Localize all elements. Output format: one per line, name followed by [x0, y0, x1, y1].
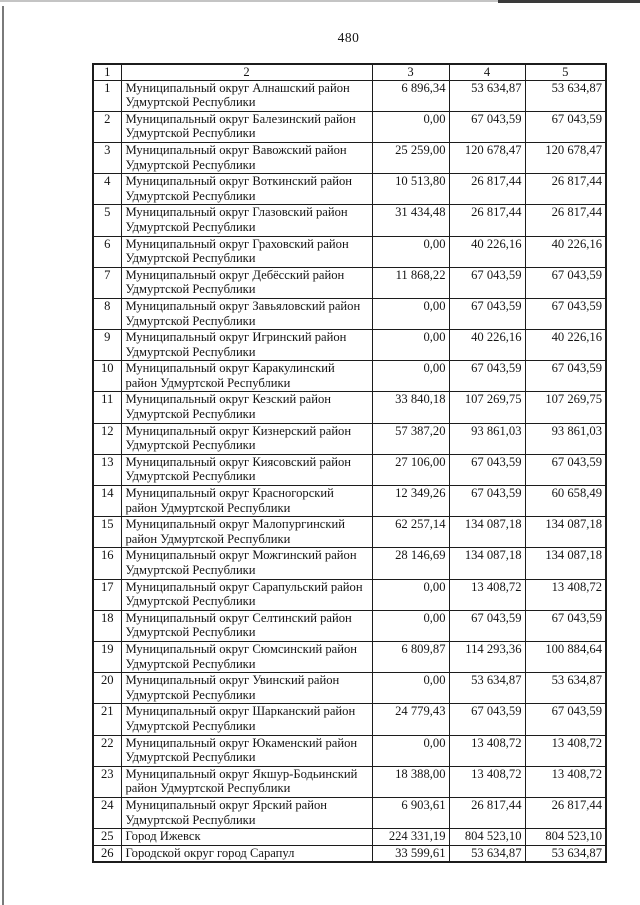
table-row [93, 829, 606, 846]
row-number-cell: 3 [93, 142, 121, 173]
municipality-name-cell: Муниципальный округ Вавожский район Удмуртской Республики [121, 142, 372, 173]
value-col3-cell: 62 257,14 [372, 517, 449, 548]
value-col4-cell: 67 043,59 [449, 486, 525, 517]
value-col3-cell: 27 106,00 [372, 454, 449, 485]
table-row [93, 236, 606, 267]
value-col5-cell: 93 861,03 [525, 423, 606, 454]
value-col3-cell: 224 331,19 [372, 829, 449, 846]
value-col4-cell: 13 408,72 [449, 735, 525, 766]
municipal-allocations-table [92, 63, 607, 863]
municipality-name-cell: Муниципальный округ Алнашский район Удмуртской Республики [121, 80, 372, 111]
table-row [93, 423, 606, 454]
value-col4-cell: 67 043,59 [449, 454, 525, 485]
table-row [93, 766, 606, 797]
value-col4-cell: 67 043,59 [449, 111, 525, 142]
row-number-cell: 1 [93, 80, 121, 111]
municipality-name-cell: Муниципальный округ Завьяловский район Удмуртской Республики [121, 298, 372, 329]
value-col3-cell: 33 599,61 [372, 845, 449, 862]
value-col3-cell: 24 779,43 [372, 704, 449, 735]
value-col3-cell: 0,00 [372, 298, 449, 329]
value-col5-cell: 40 226,16 [525, 236, 606, 267]
column-header-1: 1 [93, 64, 121, 80]
table-header-row [93, 64, 606, 80]
row-number-cell: 22 [93, 735, 121, 766]
column-header-3: 3 [372, 64, 449, 80]
municipality-name-cell: Муниципальный округ Каракулинский район Удмуртской Республики [121, 361, 372, 392]
table-row [93, 298, 606, 329]
table-row [93, 205, 606, 236]
value-col5-cell: 26 817,44 [525, 797, 606, 828]
municipality-name-cell: Муниципальный округ Малопургинский район Удмуртской Республики [121, 517, 372, 548]
value-col4-cell: 67 043,59 [449, 610, 525, 641]
value-col3-cell: 11 868,22 [372, 267, 449, 298]
row-number-cell: 20 [93, 673, 121, 704]
value-col3-cell: 0,00 [372, 673, 449, 704]
value-col5-cell: 53 634,87 [525, 80, 606, 111]
row-number-cell: 26 [93, 845, 121, 862]
row-number-cell: 24 [93, 797, 121, 828]
value-col3-cell: 18 388,00 [372, 766, 449, 797]
municipality-name-cell: Муниципальный округ Красногорский район Удмуртской Республики [121, 486, 372, 517]
value-col3-cell: 31 434,48 [372, 205, 449, 236]
municipality-name-cell: Муниципальный округ Увинский район Удмуртской Республики [121, 673, 372, 704]
table-row [93, 361, 606, 392]
row-number-cell: 8 [93, 298, 121, 329]
municipality-name-cell: Муниципальный округ Кезский район Удмуртской Республики [121, 392, 372, 423]
row-number-cell: 12 [93, 423, 121, 454]
municipality-name-cell: Муниципальный округ Шарканский район Удмуртской Республики [121, 704, 372, 735]
value-col5-cell: 26 817,44 [525, 205, 606, 236]
value-col4-cell: 53 634,87 [449, 673, 525, 704]
column-header-2: 2 [121, 64, 372, 80]
municipality-name-cell: Муниципальный округ Дебёсский район Удмуртской Республики [121, 267, 372, 298]
scan-edge-top-right [498, 0, 640, 3]
value-col4-cell: 93 861,03 [449, 423, 525, 454]
value-col5-cell: 67 043,59 [525, 111, 606, 142]
row-number-cell: 16 [93, 548, 121, 579]
value-col4-cell: 26 817,44 [449, 205, 525, 236]
municipality-name-cell: Муниципальный округ Кизнерский район Удмуртской Республики [121, 423, 372, 454]
value-col3-cell: 57 387,20 [372, 423, 449, 454]
value-col3-cell: 0,00 [372, 579, 449, 610]
row-number-cell: 4 [93, 174, 121, 205]
row-number-cell: 7 [93, 267, 121, 298]
table-row [93, 673, 606, 704]
table-row [93, 797, 606, 828]
value-col4-cell: 53 634,87 [449, 80, 525, 111]
municipality-name-cell: Муниципальный округ Ярский район Удмуртской Республики [121, 797, 372, 828]
value-col3-cell: 0,00 [372, 111, 449, 142]
municipality-name-cell: Муниципальный округ Сарапульский район Удмуртской Республики [121, 579, 372, 610]
value-col5-cell: 67 043,59 [525, 361, 606, 392]
value-col5-cell: 13 408,72 [525, 766, 606, 797]
value-col4-cell: 67 043,59 [449, 267, 525, 298]
table-row [93, 80, 606, 111]
value-col5-cell: 107 269,75 [525, 392, 606, 423]
value-col3-cell: 6 896,34 [372, 80, 449, 111]
value-col4-cell: 114 293,36 [449, 641, 525, 672]
value-col5-cell: 26 817,44 [525, 174, 606, 205]
value-col4-cell: 40 226,16 [449, 330, 525, 361]
value-col4-cell: 13 408,72 [449, 766, 525, 797]
value-col4-cell: 134 087,18 [449, 548, 525, 579]
value-col5-cell: 100 884,64 [525, 641, 606, 672]
table-row [93, 641, 606, 672]
municipality-name-cell: Муниципальный округ Балезинский район Удмуртской Республики [121, 111, 372, 142]
municipality-name-cell: Муниципальный округ Игринский район Удмуртской Республики [121, 330, 372, 361]
table-row [93, 579, 606, 610]
value-col4-cell: 40 226,16 [449, 236, 525, 267]
value-col3-cell: 6 903,61 [372, 797, 449, 828]
value-col4-cell: 67 043,59 [449, 704, 525, 735]
row-number-cell: 10 [93, 361, 121, 392]
value-col5-cell: 67 043,59 [525, 704, 606, 735]
value-col5-cell: 13 408,72 [525, 579, 606, 610]
municipality-name-cell: Муниципальный округ Воткинский район Удмуртской Республики [121, 174, 372, 205]
municipality-name-cell: Муниципальный округ Киясовский район Удмуртской Республики [121, 454, 372, 485]
value-col4-cell: 13 408,72 [449, 579, 525, 610]
table-row [93, 704, 606, 735]
row-number-cell: 6 [93, 236, 121, 267]
row-number-cell: 19 [93, 641, 121, 672]
value-col5-cell: 67 043,59 [525, 454, 606, 485]
value-col5-cell: 134 087,18 [525, 548, 606, 579]
table-row [93, 517, 606, 548]
table-row [93, 454, 606, 485]
table-row [93, 267, 606, 298]
value-col5-cell: 67 043,59 [525, 610, 606, 641]
row-number-cell: 11 [93, 392, 121, 423]
column-header-4: 4 [449, 64, 525, 80]
municipality-name-cell: Городской округ город Сарапул [121, 845, 372, 862]
table-row [93, 174, 606, 205]
row-number-cell: 14 [93, 486, 121, 517]
table-row [93, 392, 606, 423]
value-col3-cell: 0,00 [372, 610, 449, 641]
row-number-cell: 9 [93, 330, 121, 361]
row-number-cell: 18 [93, 610, 121, 641]
table-row [93, 486, 606, 517]
value-col4-cell: 804 523,10 [449, 829, 525, 846]
value-col3-cell: 25 259,00 [372, 142, 449, 173]
row-number-cell: 23 [93, 766, 121, 797]
value-col5-cell: 40 226,16 [525, 330, 606, 361]
value-col3-cell: 12 349,26 [372, 486, 449, 517]
value-col5-cell: 60 658,49 [525, 486, 606, 517]
row-number-cell: 2 [93, 111, 121, 142]
row-number-cell: 13 [93, 454, 121, 485]
table-row [93, 735, 606, 766]
table-row [93, 610, 606, 641]
municipality-name-cell: Город Ижевск [121, 829, 372, 846]
value-col5-cell: 67 043,59 [525, 267, 606, 298]
table-row [93, 548, 606, 579]
value-col5-cell: 67 043,59 [525, 298, 606, 329]
value-col3-cell: 0,00 [372, 361, 449, 392]
row-number-cell: 25 [93, 829, 121, 846]
page-number: 480 [337, 30, 360, 45]
table-row [93, 111, 606, 142]
table-body [93, 80, 606, 862]
value-col4-cell: 67 043,59 [449, 361, 525, 392]
value-col5-cell: 804 523,10 [525, 829, 606, 846]
column-header-5: 5 [525, 64, 606, 80]
table-row [93, 142, 606, 173]
value-col4-cell: 26 817,44 [449, 797, 525, 828]
value-col5-cell: 53 634,87 [525, 845, 606, 862]
value-col3-cell: 28 146,69 [372, 548, 449, 579]
municipality-name-cell: Муниципальный округ Глазовский район Удмуртской Республики [121, 205, 372, 236]
value-col3-cell: 0,00 [372, 735, 449, 766]
value-col3-cell: 6 809,87 [372, 641, 449, 672]
row-number-cell: 21 [93, 704, 121, 735]
value-col3-cell: 0,00 [372, 236, 449, 267]
table-row [93, 330, 606, 361]
row-number-cell: 5 [93, 205, 121, 236]
row-number-cell: 17 [93, 579, 121, 610]
value-col5-cell: 120 678,47 [525, 142, 606, 173]
municipality-name-cell: Муниципальный округ Можгинский район Удмуртской Республики [121, 548, 372, 579]
value-col3-cell: 10 513,80 [372, 174, 449, 205]
value-col5-cell: 13 408,72 [525, 735, 606, 766]
municipality-name-cell: Муниципальный округ Юкаменский район Удмуртской Республики [121, 735, 372, 766]
value-col3-cell: 33 840,18 [372, 392, 449, 423]
municipality-name-cell: Муниципальный округ Селтинский район Удмуртской Республики [121, 610, 372, 641]
municipality-name-cell: Муниципальный округ Якшур-Бодьинский район Удмуртской Республики [121, 766, 372, 797]
row-number-cell: 15 [93, 517, 121, 548]
value-col4-cell: 134 087,18 [449, 517, 525, 548]
value-col4-cell: 53 634,87 [449, 845, 525, 862]
value-col4-cell: 26 817,44 [449, 174, 525, 205]
value-col5-cell: 53 634,87 [525, 673, 606, 704]
municipality-name-cell: Муниципальный округ Сюмсинский район Удмуртской Республики [121, 641, 372, 672]
scan-edge-left [2, 6, 4, 905]
value-col4-cell: 107 269,75 [449, 392, 525, 423]
municipality-name-cell: Муниципальный округ Граховский район Удмуртской Республики [121, 236, 372, 267]
value-col3-cell: 0,00 [372, 330, 449, 361]
table-row [93, 845, 606, 862]
value-col4-cell: 67 043,59 [449, 298, 525, 329]
value-col4-cell: 120 678,47 [449, 142, 525, 173]
value-col5-cell: 134 087,18 [525, 517, 606, 548]
